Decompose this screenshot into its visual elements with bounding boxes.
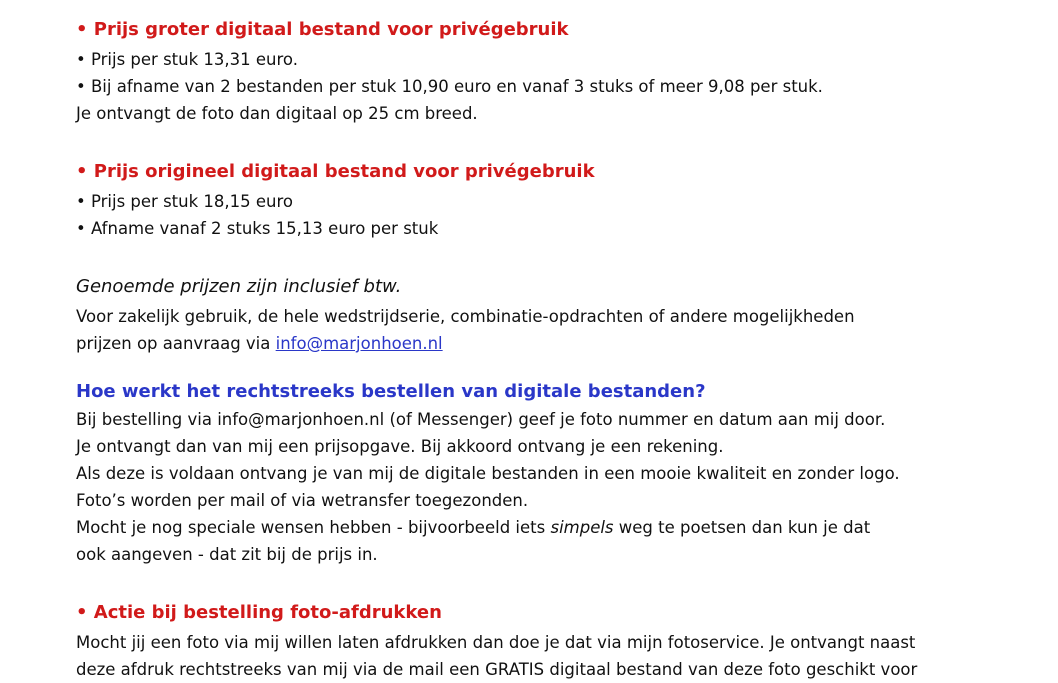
instruction-line: Foto’s worden per mail of via wetransfer toegezonden. — [76, 491, 529, 510]
wishes-italic: simpels — [550, 518, 614, 537]
instruction-line: Je ontvangt dan van mij een prijsopgave. Bij akkoord ontvang je een rekening. — [76, 437, 724, 456]
promo-line: deze afdruk rechtstreeks van mij via de mail een GRATIS digitaal bestand van deze foto geschikt voor — [76, 660, 918, 679]
wishes-prefix: Mocht je nog speciale wensen hebben - bijvoorbeeld iets — [76, 518, 551, 537]
business-use-line: Voor zakelijk gebruik, de hele wedstrijdserie, combinatie-opdrachten of andere mogelijkheden — [76, 307, 855, 326]
section-heading-actie: • Actie bij bestelling foto-afdrukken — [76, 602, 442, 623]
request-line — [76, 330, 1051, 357]
section-heading-bestellen: Hoe werkt het rechtstreeks bestellen van digitale bestanden? — [76, 381, 706, 402]
vat-note: Genoemde prijzen zijn inclusief btw. — [76, 276, 402, 297]
instruction-line: Als deze is voldaan ontvang je van mij de digitale bestanden in een mooie kwaliteit en zonder logo. — [76, 464, 900, 483]
wishes-line — [76, 514, 1051, 541]
price-line: • Afname vanaf 2 stuks 15,13 euro per stuk — [76, 219, 439, 238]
instruction-line: Bij bestelling via info@marjonhoen.nl (of Messenger) geef je foto nummer en datum aan mij door. — [76, 410, 886, 429]
price-line: • Bij afname van 2 bestanden per stuk 10,90 euro en vanaf 3 stuks of meer 9,08 per stuk. — [76, 77, 823, 96]
document-page — [76, 14, 1051, 683]
info-line: Je ontvangt de foto dan digitaal op 25 cm breed. — [76, 104, 478, 123]
section-heading-origineel-bestand: • Prijs origineel digitaal bestand voor privégebruik — [76, 161, 595, 182]
email-link[interactable]: info@marjonhoen.nl — [275, 334, 443, 353]
price-line: • Prijs per stuk 13,31 euro. — [76, 50, 298, 69]
request-prefix: prijzen op aanvraag via — [76, 334, 276, 353]
price-line: • Prijs per stuk 18,15 euro — [76, 192, 294, 211]
promo-line: Mocht jij een foto via mij willen laten afdrukken dan doe je dat via mijn fotoservice. Je ontvangt naast — [76, 633, 916, 652]
wishes-suffix: weg te poetsen dan kun je dat — [613, 518, 871, 537]
section-heading-groter-bestand: • Prijs groter digitaal bestand voor privégebruik — [76, 19, 569, 40]
instruction-line: ook aangeven - dat zit bij de prijs in. — [76, 545, 378, 564]
